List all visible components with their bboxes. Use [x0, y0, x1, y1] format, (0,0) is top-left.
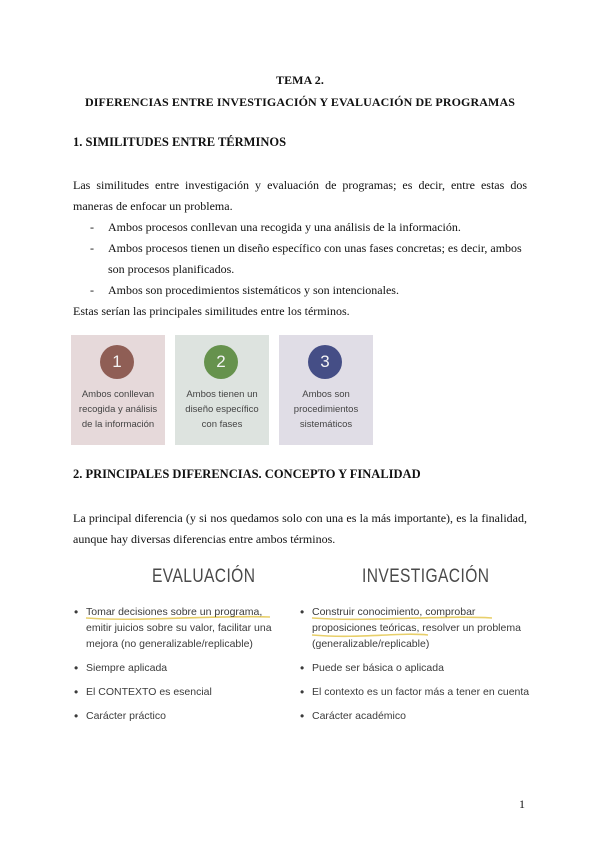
list-item: • Carácter práctico	[74, 709, 166, 723]
list-item: - Ambos procesos conllevan una recogida y una análisis de la información.	[90, 220, 461, 234]
document-title: DIFERENCIAS ENTRE INVESTIGACIÓN Y EVALUACIÓN DE PROGRAMAS	[85, 95, 515, 109]
section2-heading: 2. PRINCIPALES DIFERENCIAS. CONCEPTO Y FINALIDAD	[73, 467, 421, 481]
number-circle: 1	[100, 345, 134, 379]
list-item: - Ambos procesos tienen un diseño específico con unas fases concretas; es decir, ambos son procesos planificados.	[90, 241, 522, 276]
similarity-box-1	[71, 335, 165, 445]
list-item: • Construir conocimiento, comprobar proposiciones teóricas, resolver un problema (generalizable/replicable)	[300, 605, 521, 650]
list-item: • El CONTEXTO es esencial	[74, 685, 212, 699]
box-text: Ambos conllevan recogida y análisis de la información	[78, 389, 158, 430]
page-number: 1	[519, 797, 525, 811]
investigacion-list	[300, 604, 530, 724]
comparison-figure	[60, 560, 530, 735]
similarity-box-2	[175, 335, 269, 445]
list-item: - Ambos son procedimientos sistemáticos y son intencionales.	[90, 283, 399, 297]
box-text: Ambos tienen un diseño específico con fases	[185, 389, 259, 430]
box-text: Ambos son procedimientos sistemáticos	[293, 389, 359, 430]
investigacion-title: INVESTIGACIÓN	[362, 566, 490, 587]
topic-title: TEMA 2.	[275, 73, 325, 87]
section1-heading: 1. SIMILITUDES ENTRE TÉRMINOS	[73, 135, 287, 149]
evaluacion-title: EVALUACIÓN	[152, 566, 256, 587]
number-circle: 2	[204, 345, 238, 379]
list-item: • Siempre aplicada	[74, 661, 168, 675]
number-circle: 3	[308, 345, 342, 379]
similarity-box-3	[279, 335, 373, 445]
list-item: • El contexto es un factor más a tener en cuenta	[300, 685, 530, 699]
section2-intro: La principal diferencia (y si nos quedamos solo con una es la más importante), es la finalidad, aunque hay diversas diferencias entre ambos términos.	[73, 511, 527, 546]
section1-closing: Estas serían las principales similitudes entre los términos.	[73, 304, 350, 318]
list-item: • Tomar decisiones sobre un programa, emitir juicios sobre su valor, facilitar una mejora (no generalizable/replicable)	[74, 605, 272, 650]
evaluacion-list	[74, 604, 279, 724]
list-item: • Carácter académico	[300, 709, 406, 723]
section1-intro: Las similitudes entre investigación y evaluación de programas; es decir, entre estas dos maneras de enfocar un problema.	[73, 178, 527, 213]
list-item: • Puede ser básica o aplicada	[300, 661, 444, 675]
similarities-list	[90, 217, 530, 301]
